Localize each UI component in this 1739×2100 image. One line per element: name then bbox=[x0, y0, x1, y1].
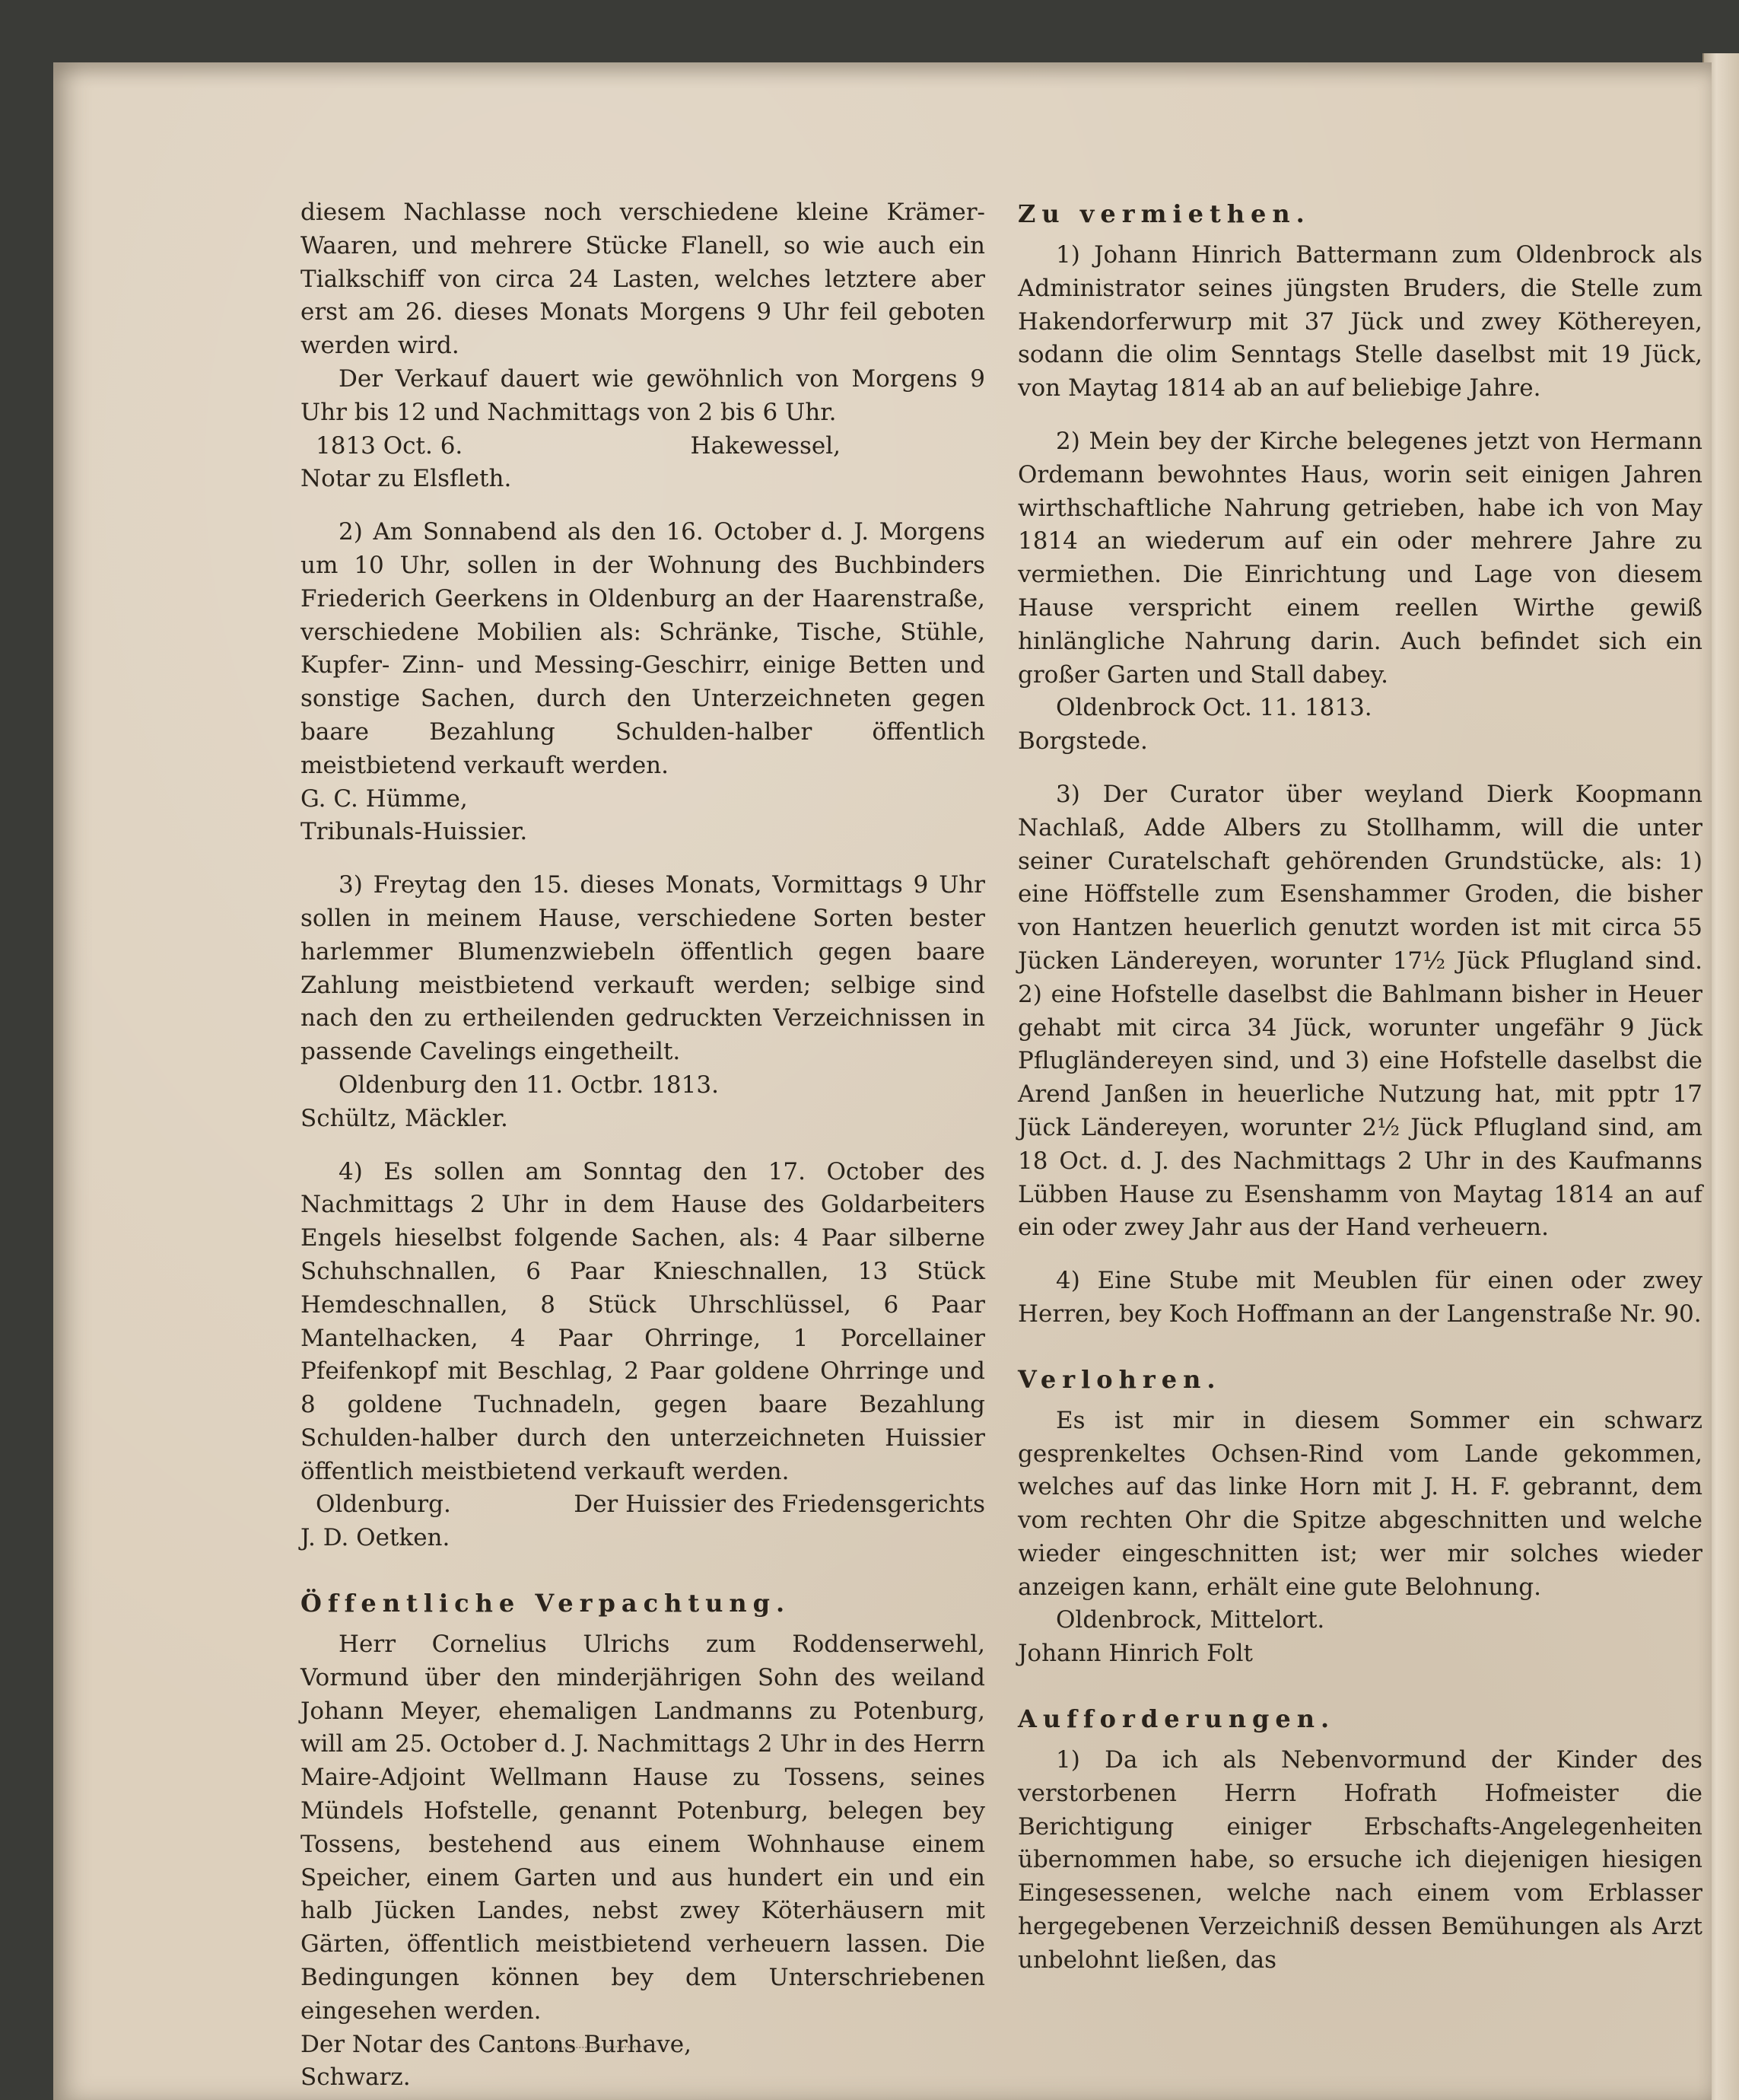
section-heading: Aufforderungen. bbox=[1018, 1704, 1336, 1734]
signature: G. C. Hümme, bbox=[300, 784, 468, 813]
signature: Der Notar des Cantons Burhave, bbox=[300, 2030, 691, 2058]
notice-text: diesem Nachlasse noch verschiedene kleine Krämer-Waaren, und mehrere Stücke Flanell, so wie auch ein Tialkschiff von circa 24 Lasten, welches letztere aber erst am 26. dieses Monats Morgens 9 Uhr feil geboten werden wird. bbox=[300, 199, 985, 360]
notice-date: Oldenbrock Oct. 11. 1813. bbox=[1056, 694, 1372, 722]
notice-text: 3) Der Curator über weyland Dierk Koopmann Nachlaß, Adde Albers zu Stollhamm, will die unter seiner Curatelschaft gehörenden Grundstücke, als: 1) eine Höffstelle zum Esenshammer Groden, die bisher von Hantzen heuerlich genutzt worden ist mit circa 55 Jücken Ländereyen, worunter 17½ Jück Pflugland sind. 2) eine Hofstelle daselbst die Bahlmann bisher in Heuer gehabt mit circa 34 Jück, worunter ungefähr 9 Jück Pflugländereyen sind, und 3) eine Hofstelle daselbst die Arend Janßen in heuerliche Nutzung hat, mit pptr 17 Jück Ländereyen, worunter 2½ Jück Pflugland sind, am 18 Oct. d. J. des Nachmittags 2 Uhr in des Kaufmanns Lübben Hause zu Esenshamm von Maytag 1814 an auf ein oder zwey Jahr aus der Hand verheuern. bbox=[1018, 780, 1702, 1242]
notice-place: Oldenburg. bbox=[316, 1491, 451, 1519]
notice-place: Oldenbrock, Mittelort. bbox=[1056, 1606, 1325, 1634]
notice-text: 3) Freytag den 15. dieses Monats, Vormittags 9 Uhr sollen in meinem Hause, verschiedene Sorten bester harlemmer Blumenzwiebeln öffentlich gegen baare Zahlung meistbietend verkauft werden; selbige sind nach den zu ertheilenden gedruckten Verzeichnissen in passende Cavelings eingetheilt. bbox=[300, 871, 985, 1066]
right-column bbox=[1018, 196, 1702, 1978]
notice-footer bbox=[300, 430, 985, 463]
section-heading: Zu vermiethen. bbox=[1018, 199, 1311, 228]
signature: Tribunals-Huissier. bbox=[300, 818, 528, 846]
notice-footer bbox=[300, 1488, 985, 1522]
notice-text: 4) Es sollen am Sonntag den 17. October des Nachmittags 2 Uhr in dem Hause des Goldarbeiters Engels hieselbst folgende Sachen, als: 4 Paar silberne Schuhschnallen, 6 Paar Knieschnallen, 13 Stück Hemdeschnallen, 8 Stück Uhrschlüssel, 6 Paar Mantelhacken, 4 Paar Ohrringe, 1 Porcellainer Pfeifenkopf mit Beschlag, 2 Paar goldene Ohrringe und 8 goldene Tuchnadeln, gegen baare Bezahlung Schulden-halber durch den unterzeichneten Huissier öffentlich meistbietend verkauft werden. bbox=[300, 1157, 985, 1485]
section-heading: Verlohren. bbox=[1018, 1364, 1222, 1394]
signature: Der Huissier des Friedensgerichts bbox=[574, 1491, 985, 1519]
notice-text: 2) Am Sonnabend als den 16. October d. J. Morgens um 10 Uhr, sollen in der Wohnung des Buchbinders Friederich Geerkens in Oldenburg an der Haarenstraße, verschiedene Mobilien als: Schränke, Tische, Stühle, Kupfer- Zinn- und Messing-Geschirr, einige Betten und sonstige Sachen, durch den Unterzeichneten gegen baare Bezahlung Schulden-halber öffentlich meistbietend verkauft werden. bbox=[300, 518, 985, 779]
notice-text: 1) Johann Hinrich Battermann zum Oldenbrock als Administrator seines jüngsten Bruders, die Stelle zum Hakendorferwurp mit 37 Jück und zwey Köthereyen, sodann die olim Senntags Stelle daselbst mit 19 Jück, von Maytag 1814 ab an auf beliebige Jahre. bbox=[1018, 241, 1702, 402]
left-column bbox=[300, 196, 985, 2095]
signature: Schültz, Mäckler. bbox=[300, 1104, 508, 1132]
notice-text: 1) Da ich als Nebenvormund der Kinder des verstorbenen Herrn Hofrath Hofmeister die Berichtigung einiger Erbschafts-Angelegenheiten übernommen habe, so ersuche ich diejenigen hiesigen Eingesessenen, welche nach einem vom Erblasser hergegebenen Verzeichniß dessen Bemühungen als Arzt unbelohnt ließen, das bbox=[1018, 1746, 1702, 1974]
signature: Johann Hinrich Folt bbox=[1018, 1640, 1254, 1668]
notice-text: Es ist mir in diesem Sommer ein schwarz gesprenkeltes Ochsen-Rind vom Lande gekommen, welches auf das linke Horn mit J. H. F. gebrannt, dem vom rechten Ohr die Spitze abgeschnitten und welche wieder eingeschnitten ist; wer mir solches wieder anzeigen kann, erhält eine gute Belohnung. bbox=[1018, 1406, 1702, 1601]
signature: Schwarz. bbox=[300, 2063, 411, 2092]
notice-text: 2) Mein bey der Kirche belegenes jetzt von Hermann Ordemann bewohntes Haus, worin seit einigen Jahren wirthschaftliche Nahrung getrieben, habe ich von May 1814 an wiederum auf ein oder mehrere Jahre zu vermiethen. Die Einrichtung und Lage von diesem Hause verspricht einem reellen Wirthe gewiß hinlängliche Nahrung darin. Auch befindet sich ein großer Garten und Stall dabey. bbox=[1018, 427, 1702, 689]
section-heading: Öffentliche Verpachtung. bbox=[300, 1589, 791, 1618]
notice-text: 4) Eine Stube mit Meublen für einen oder zwey Herren, bey Koch Hoffmann an der Langenstraße Nr. 90. bbox=[1018, 1267, 1702, 1328]
signature: Notar zu Elsfleth. bbox=[300, 465, 512, 493]
notice-date: 1813 Oct. 6. bbox=[316, 431, 463, 460]
signature: Borgstede. bbox=[1018, 727, 1148, 756]
notice-text: Der Verkauf dauert wie gewöhnlich von Morgens 9 Uhr bis 12 und Nachmittags von 2 bis 6 Uhr. bbox=[300, 364, 985, 426]
signature: Hakewessel, bbox=[690, 431, 841, 460]
notice-date: Oldenburg den 11. Octbr. 1813. bbox=[339, 1071, 719, 1099]
notice-text: Herr Cornelius Ulrichs zum Roddenserwehl, Vormund über den minderjährigen Sohn des weiland Johann Meyer, ehemaligen Landmanns zu Potenburg, will am 25. October d. J. Nachmittags 2 Uhr in des Herrn Maire-Adjoint Wellmann Hause zu Tossens, seines Mündels Hofstelle, genannt Potenburg, belegen bey Tossens, bestehend aus einem Wohnhause einem Speicher, einem Garten und aus hundert ein und ein halb Jücken Landes, nebst zwey Köterhäusern mit Gärten, öffentlich meistbietend verheuern lassen. Die Bedingungen können bey dem Unterschriebenen eingesehen werden. bbox=[300, 1631, 985, 2025]
signature: J. D. Oetken. bbox=[300, 1524, 450, 1552]
